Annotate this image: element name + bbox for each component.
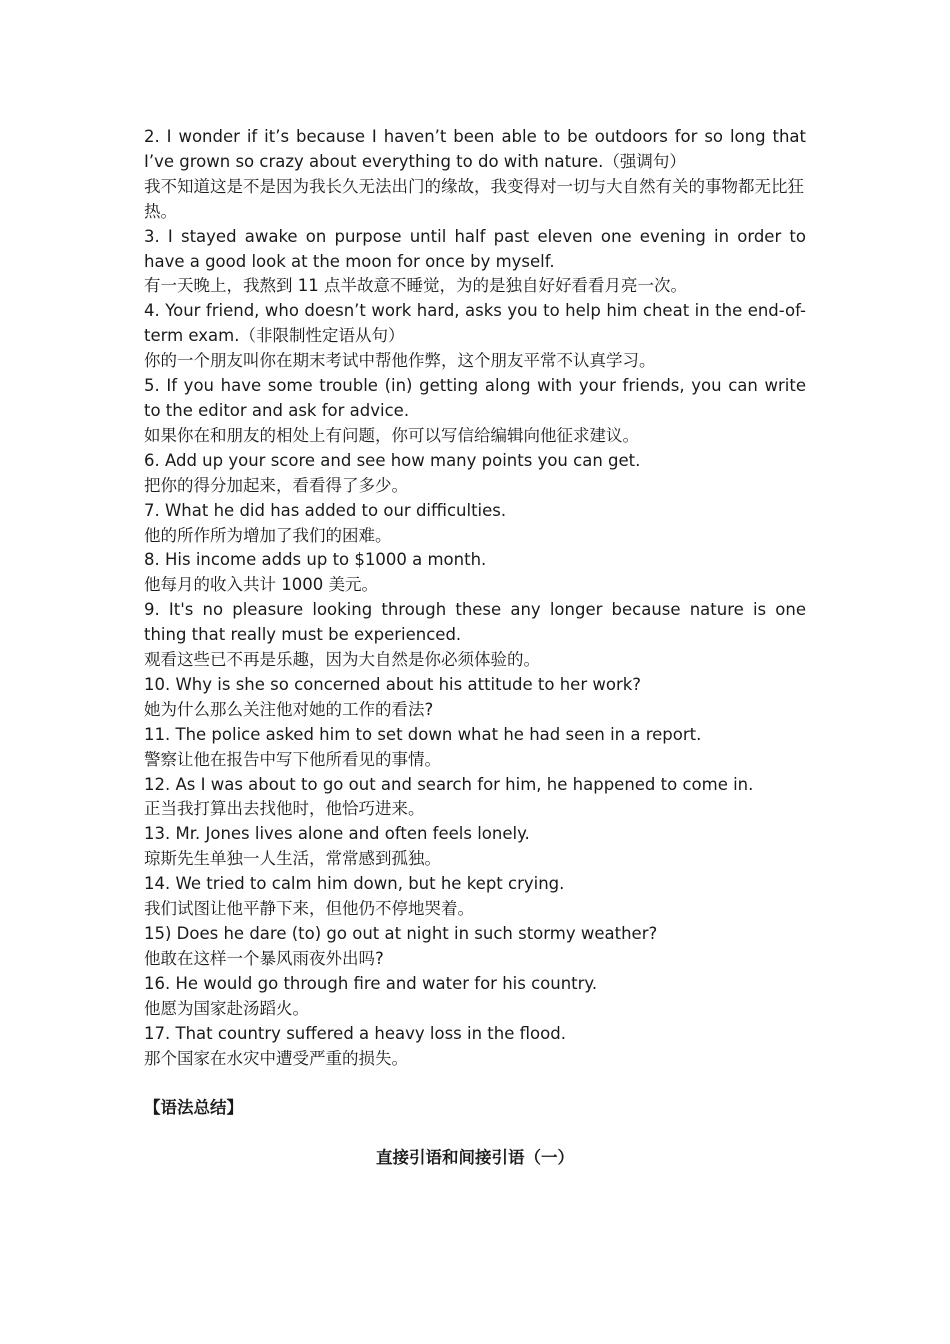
english-sentence: 7. What he did has added to our difficulties. <box>144 500 507 520</box>
sentence-item <box>144 299 806 374</box>
sentence-item <box>144 723 806 773</box>
chinese-translation: 观看这些已不再是乐趣，因为大自然是你必须体验的。 <box>144 650 540 670</box>
sentence-item <box>144 449 806 499</box>
sentence-item <box>144 499 806 549</box>
chinese-translation: 他敢在这样一个暴风雨夜外出吗? <box>144 948 384 968</box>
english-sentence: 4. Your friend, who doesn’t work hard, asks you to help him cheat in the end-of-term exam.（非限制性定语从句） <box>144 301 806 346</box>
sentence-item <box>144 125 806 225</box>
english-sentence: 16. He would go through fire and water for his country. <box>144 973 598 993</box>
english-sentence: 10. Why is she so concerned about his attitude to her work? <box>144 674 642 694</box>
english-sentence: 14. We tried to calm him down, but he kept crying. <box>144 874 565 894</box>
chinese-translation: 我们试图让他平静下来，但他仍不停地哭着。 <box>144 899 474 919</box>
sentence-item <box>144 673 806 723</box>
chinese-translation: 正当我打算出去找他时，他恰巧进来。 <box>144 799 425 819</box>
english-sentence: 17. That country suffered a heavy loss in the flood. <box>144 1023 566 1043</box>
sentence-item <box>144 374 806 449</box>
english-sentence: 5. If you have some trouble (in) getting along with your friends, you can write to the editor and ask for advice. <box>144 376 806 420</box>
english-sentence: 12. As I was about to go out and search for him, he happened to come in. <box>144 774 754 794</box>
grammar-summary-heading: 【语法总结】 <box>144 1098 243 1118</box>
chinese-translation: 把你的得分加起来，看看得了多少。 <box>144 475 408 495</box>
english-sentence: 8. His income adds up to $1000 a month. <box>144 550 487 570</box>
chinese-translation: 我不知道这是不是因为我长久无法出门的缘故，我变得对一切与大自然有关的事物都无比狂热。 <box>144 176 804 221</box>
sentence-list <box>144 125 806 1071</box>
sentence-item <box>144 1022 806 1072</box>
section-title: 直接引语和间接引语（一） <box>376 1148 574 1168</box>
chinese-translation: 警察让他在报告中写下他所看见的事情。 <box>144 749 441 769</box>
english-sentence: 15) Does he dare (to) go out at night in such stormy weather? <box>144 924 658 943</box>
sentence-item <box>144 972 806 1022</box>
english-sentence: 3. I stayed awake on purpose until half past eleven one evening in order to have a good look at the moon for once by myself. <box>144 226 806 271</box>
document-page <box>144 125 806 1171</box>
sentence-item <box>144 922 806 972</box>
chinese-translation: 如果你在和朋友的相处上有问题，你可以写信给编辑向他征求建议。 <box>144 425 639 445</box>
sentence-item <box>144 598 806 673</box>
chinese-translation: 她为什么那么关注他对她的工作的看法? <box>144 699 434 719</box>
english-sentence: 11. The police asked him to set down what he had seen in a report. <box>144 724 702 744</box>
chinese-translation: 他的所作所为增加了我们的困难。 <box>144 525 392 545</box>
sentence-item <box>144 872 806 922</box>
sentence-item <box>144 773 806 823</box>
chinese-translation: 琼斯先生单独一人生活，常常感到孤独。 <box>144 849 441 869</box>
chinese-translation: 那个国家在水灾中遭受严重的损失。 <box>144 1048 408 1068</box>
chinese-translation: 你的一个朋友叫你在期末考试中帮他作弊，这个朋友平常不认真学习。 <box>144 351 656 371</box>
sentence-item <box>144 548 806 598</box>
english-sentence: 6. Add up your score and see how many points you can get. <box>144 450 641 470</box>
english-sentence: 9. It's no pleasure looking through these any longer because nature is one thing that really must be experienced. <box>144 600 806 645</box>
english-sentence: 2. I wonder if it’s because I haven’t been able to be outdoors for so long that I’ve grown so crazy about everything to do with nature.（强调句） <box>144 127 806 171</box>
english-sentence: 13. Mr. Jones lives alone and often feels lonely. <box>144 824 530 844</box>
chinese-translation: 有一天晚上，我熬到 11 点半故意不睡觉，为的是独自好好看看月亮一次。 <box>144 276 687 296</box>
sentence-item <box>144 225 806 300</box>
sentence-item <box>144 822 806 872</box>
chinese-translation: 他每月的收入共计 1000 美元。 <box>144 575 378 595</box>
chinese-translation: 他愿为国家赴汤蹈火。 <box>144 998 309 1018</box>
